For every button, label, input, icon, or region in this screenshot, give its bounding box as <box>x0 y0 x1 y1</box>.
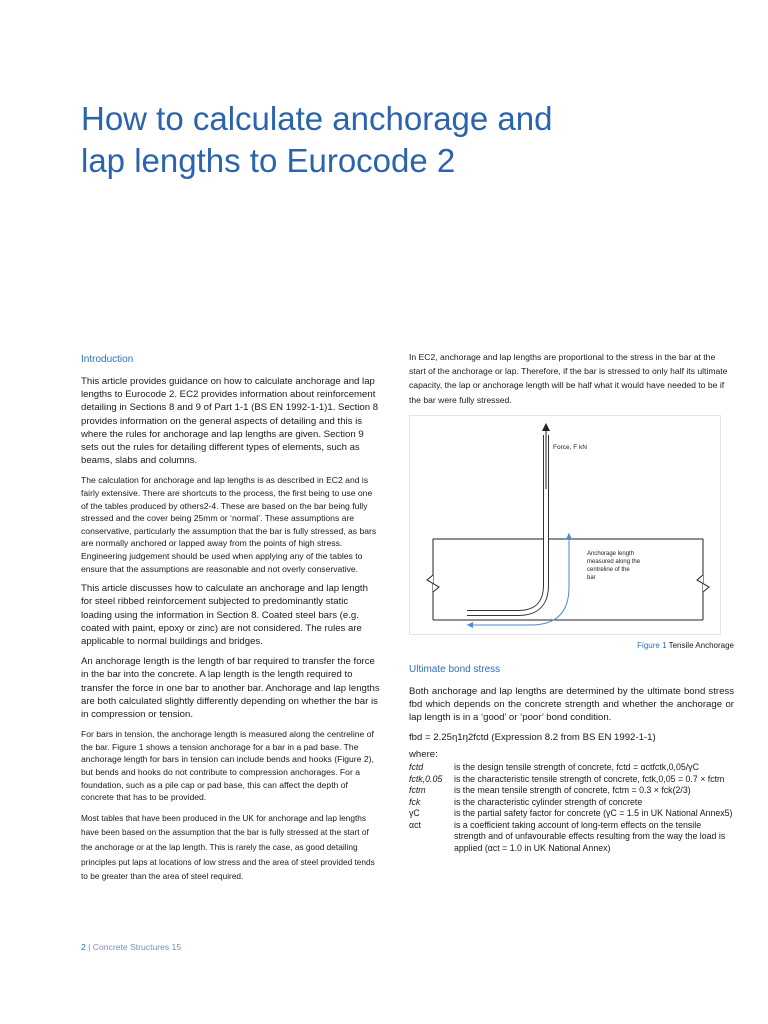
rebar-body <box>467 435 546 613</box>
figure-caption-label: Figure 1 <box>637 640 667 650</box>
definition-row <box>409 774 734 786</box>
page-footer <box>81 942 181 952</box>
bond-stress-formula: fbd = 2.25η1η2fctd (Expression 8.2 from BS EN 1992-1-1) <box>409 732 656 744</box>
definition-text: is the design tensile strength of concrete, fctd = αctfctk,0,05/γC <box>454 762 699 773</box>
figure-1-tensile-anchorage <box>409 415 721 635</box>
intro-paragraph-1: This article provides guidance on how to calculate anchorage and lap lengths to Eurocode 2. EC2 provides information about reinforcement detailing in Sections 8 and 9 of Part 1-1 (BS EN 1992-1-1)1. Section 8 provides information on the general aspects of detailing and this is where the rules for anchorage and lap lengths are given. Section 9 sets out the rules for detailing different types of elements, such as beams, slabs and columns. <box>81 376 379 467</box>
definition-text: is the mean tensile strength of concrete, fctm = 0.3 × fck(2/3) <box>454 785 691 796</box>
page-number: 2 <box>81 942 86 952</box>
definitions-list <box>409 762 734 854</box>
title-line-2: lap lengths to Eurocode 2 <box>81 142 456 179</box>
force-label: Force, F kN <box>553 443 587 451</box>
intro-paragraph-5: For bars in tension, the anchorage length is measured along the centreline of the bar. Figure 1 shows a tension anchorage for a bar in a pad base. The anchorage length for bars in tension can include bends and hooks (Figure 2), but bends and hooks do not contribute to compression anchorages. For a foundation, such as a pile cap or pad base, this can affect the depth of concrete that has to be provided. <box>81 729 374 803</box>
anchorage-diagram <box>409 415 721 635</box>
definition-text: is the characteristic cylinder strength of concrete <box>454 796 643 807</box>
definition-row <box>409 762 734 774</box>
figure-caption <box>409 641 734 650</box>
definition-symbol: fctk,0.05 <box>409 773 443 784</box>
definition-symbol: αct <box>409 819 421 830</box>
definition-symbol: fck <box>409 796 421 807</box>
right-column <box>409 350 734 854</box>
definition-text: is a coefficient taking account of long-term effects on the tensile strength and of unfavourable effects resulting from the way the load is applied (αct = 1.0 in UK National Annex) <box>454 819 726 853</box>
right-paragraph-1: In EC2, anchorage and lap lengths are proportional to the stress in the bar at the start of the anchorage or lap. Therefore, if the bar is stressed to only half its ultimate capacity, the lap or anchorage length will be half what it would have needed to be if the bar were fully stressed. <box>409 352 728 405</box>
break-symbol-left <box>427 575 439 592</box>
intro-paragraph-3: This article discusses how to calculate an anchorage and lap length for steel ribbed reinforcement subjected to predominantly static loading using the information in Section 8. Coated steel bars (e.g. coated with paint, epoxy or zinc) are not considered. The rules are applicable to normal buildings and bridges. <box>81 583 368 647</box>
anchorage-label-2: measured along the <box>587 558 641 565</box>
definition-row <box>409 808 734 820</box>
anchorage-label-3: centreline of the <box>587 566 630 573</box>
intro-paragraph-6: Most tables that have been produced in the UK for anchorage and lap lengths have been based on the assumption that the bar is fully stressed at the start of the anchorage or at the lap length. This is rarely the case, as good detailing principles put laps at locations of low stress and the area of steel provided tends to be greater than the area of steel required. <box>81 812 375 882</box>
left-column <box>81 350 381 891</box>
anchorage-label-1: Anchorage length <box>587 550 635 557</box>
anchorage-label-4: bar <box>587 574 596 581</box>
title-line-1: How to calculate anchorage and <box>81 100 553 137</box>
bond-stress-paragraph: Both anchorage and lap lengths are determined by the ultimate bond stress fbd which depends on the concrete strength and whether the anchorage or lap length is in a ‘good’ or ‘poor’ bond condition. <box>409 685 734 724</box>
definition-row <box>409 820 734 855</box>
force-arrowhead <box>542 423 550 431</box>
rebar-outline <box>467 435 546 613</box>
definition-symbol: γC <box>409 808 420 819</box>
ultimate-bond-stress-heading: Ultimate bond stress <box>409 663 501 675</box>
footer-publication: | Concrete Structures 15 <box>85 942 182 952</box>
dimension-arrowhead-top <box>566 533 572 539</box>
definition-text: is the characteristic tensile strength of concrete, fctk,0,05 = 0.7 × fctm <box>454 773 725 784</box>
intro-paragraph-4: An anchorage length is the length of bar required to transfer the force in the bar into the concrete. A lap length is the length required to transfer the force in one bar to another bar. Anchorage and lap lengths are both calculated slightly differently depending on whether the bar is in compression or tension. <box>81 656 380 720</box>
dimension-arrowhead-left <box>467 622 473 628</box>
definition-text: is the partial safety factor for concrete (γC = 1.5 in UK National Annex5) <box>454 808 733 819</box>
definition-symbol: fctm <box>409 785 426 796</box>
definition-row <box>409 797 734 809</box>
definition-row <box>409 785 734 797</box>
introduction-heading: Introduction <box>81 354 134 365</box>
intro-paragraph-2: The calculation for anchorage and lap lengths is as described in EC2 and is fairly extensive. There are shortcuts to the process, the first being to use one of the tables produced by others2-4. These are based on the bar being fully stressed and the cover being 25mm or ‘normal’. These assumptions are conservative, particularly the assumption that the bar is fully stressed, as bars are normally anchored or lapped away from the points of high stress. Engineering judgement should be used when applying any of the tables to ensure that the assumptions are reasonable and not overly conservative. <box>81 475 377 574</box>
break-symbol-right <box>697 575 709 592</box>
definition-symbol: fctd <box>409 762 424 773</box>
article-title <box>81 98 641 182</box>
figure-caption-text: Tensile Anchorage <box>666 640 734 650</box>
where-label: where: <box>409 749 438 761</box>
